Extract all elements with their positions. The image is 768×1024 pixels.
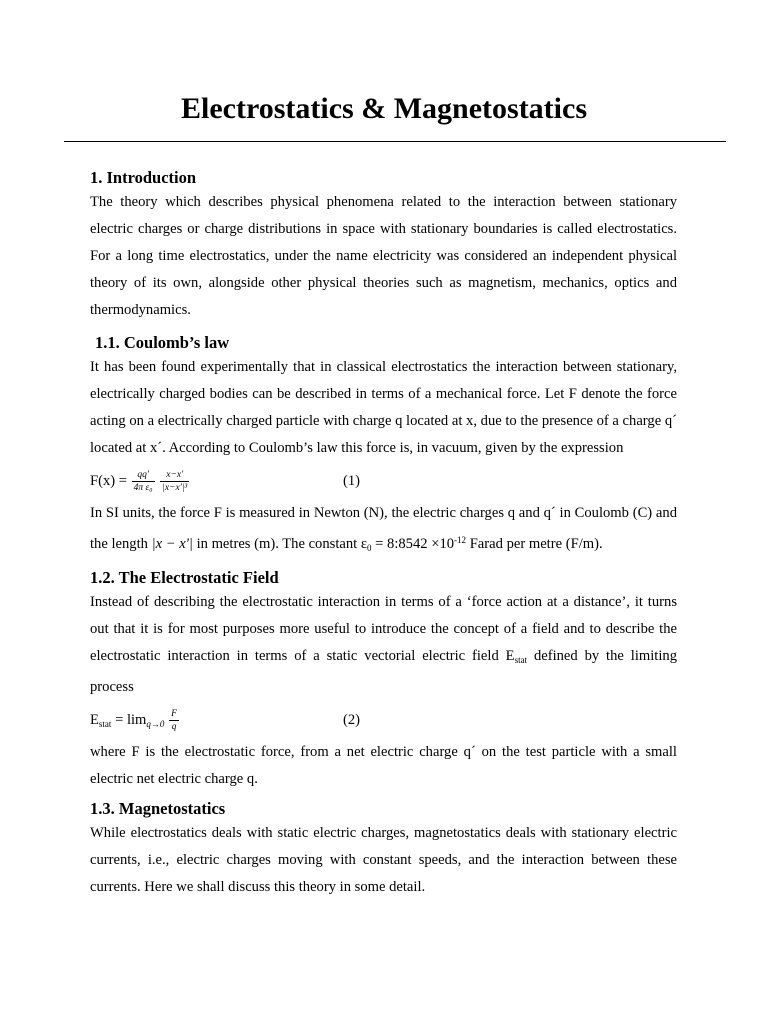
fraction-numerator: x−x′ — [166, 470, 184, 481]
abs-distance: |x − x′| — [151, 536, 193, 552]
paragraph: It has been found experimentally that in classical electrostatics the interaction between stationary, electrically charged bodies can be described in terms of a mechanical force. Let F denote the force acting on a electrically charged particle with charge q located at x, due to the presence of a charge q´ located at x´. According to Coulomb’s law this force is, in vacuum, given by the expression — [90, 359, 677, 456]
units-text: In SI units, the force F is measured in Newton (N), the electric charges q and q´ in Coulomb (C) and the length — [90, 505, 677, 552]
paragraph-text: defined by the limiting process — [90, 648, 677, 695]
stat-subscript: stat — [514, 655, 528, 665]
equation-lim: = lim — [111, 712, 147, 728]
units-text: = 8:8542 ×10 — [371, 536, 455, 552]
units-text: in metres (m). The constant ε — [192, 536, 367, 552]
paragraph: While electrostatics deals with static electric charges, magnetostatics deals with stationary electric currents, i.e., electric charges moving with constant speeds, and the interaction between these currents. Here we shall discuss this theory in some detail. — [90, 825, 677, 895]
stat-subscript: stat — [98, 719, 112, 729]
section-heading: 1.3. Magnetostatics — [90, 799, 226, 818]
title-divider — [64, 141, 726, 142]
limit-subscript: q→0 — [146, 719, 165, 729]
units-text: Farad per metre (F/m). — [466, 536, 603, 552]
fraction-denominator: 4π ε₀ — [133, 483, 153, 494]
equation-number: (1) — [343, 473, 361, 489]
paragraph — [90, 589, 677, 701]
equation-1 — [90, 462, 677, 500]
page-title: Electrostatics & Magnetostatics — [181, 92, 587, 125]
equation-2 — [90, 701, 677, 739]
section-heading: 1.1. Coulomb’s law — [95, 333, 230, 352]
paragraph: The theory which describes physical phenomena related to the interaction between stationary electric charges or charge distributions in space with stationary boundaries is called electrostatics. For a long time electrostatics, under the name electricity was considered an independent physical theory of its own, alongside other physical theories such as magnetism, mechanics, optics and thermodynamics. — [90, 194, 677, 318]
section-electrostatic-field — [90, 567, 677, 793]
equation-lhs: E — [90, 712, 99, 728]
epsilon-subscript: 0 — [367, 543, 372, 553]
fraction-numerator: qq′ — [137, 470, 149, 481]
section-magnetostatics — [90, 798, 677, 901]
equation-lhs: F(x) = — [90, 473, 128, 489]
section-coulombs-law — [90, 332, 677, 562]
equation-number: (2) — [343, 712, 361, 728]
equation-fraction — [169, 708, 179, 733]
paragraph: where F is the electrostatic force, from a net electric charge q´ on the test particle with a small electric net electric charge q. — [90, 744, 677, 787]
paragraph-text: Instead of describing the electrostatic interaction in terms of a ‘force action at a distance’, it turns out that it is for most purposes more useful to introduce the concept of a field and to describe the electrostatic interaction in terms of a static vectorial electric field E — [90, 594, 677, 664]
paragraph-units — [90, 500, 677, 562]
equation-fraction — [160, 469, 189, 494]
equation-fraction — [132, 469, 155, 494]
fraction-denominator: |x−x′|³ — [162, 483, 188, 494]
section-heading: 1. Introduction — [90, 168, 197, 187]
document-body — [90, 167, 677, 901]
section-introduction — [90, 167, 677, 324]
exponent: -12 — [454, 535, 467, 545]
section-heading: 1.2. The Electrostatic Field — [90, 568, 279, 587]
fraction-denominator: q — [169, 720, 179, 733]
fraction-numerator: F — [171, 709, 177, 720]
